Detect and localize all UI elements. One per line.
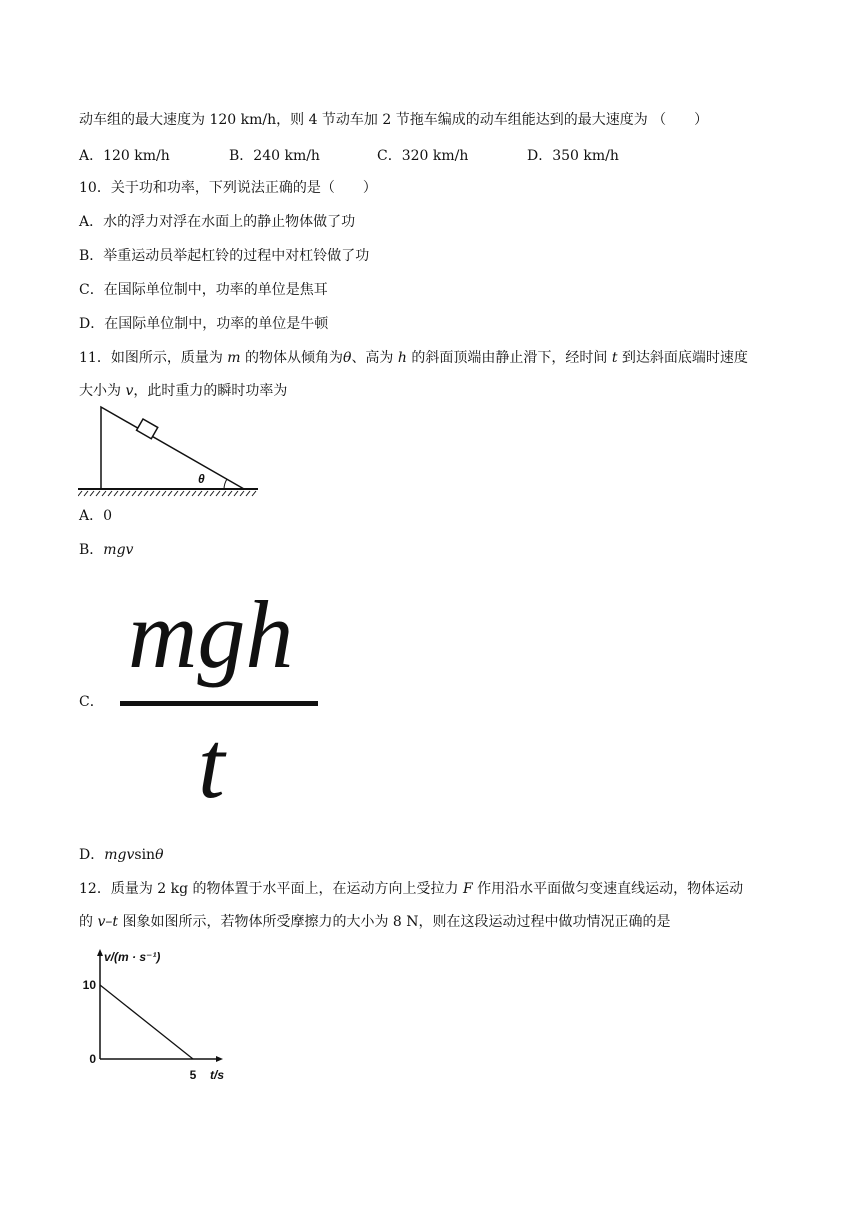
q9-option-c[interactable]: C．320 km/h xyxy=(377,148,469,164)
q11-option-c-fraction[interactable] xyxy=(118,580,318,820)
x-tick-label-5: 5 xyxy=(189,1068,197,1082)
q9-option-b[interactable]: B．240 km/h xyxy=(229,148,320,164)
q11-option-d[interactable]: D．mgvsinθ xyxy=(79,847,164,863)
x-axis-arrow xyxy=(216,1056,223,1062)
q11-option-b[interactable]: B．mgv xyxy=(79,542,134,558)
q10-option-d[interactable]: D．在国际单位制中，功率的单位是牛顿 xyxy=(79,316,329,332)
vt-series-line xyxy=(100,985,193,1059)
fraction-denominator: t xyxy=(198,711,225,818)
q10-option-b[interactable]: B．举重运动员举起杠铃的过程中对杠铃做了功 xyxy=(79,248,370,264)
incline-figure xyxy=(78,405,260,497)
q11-option-c-label[interactable]: C． xyxy=(79,694,104,710)
q9-options xyxy=(79,146,779,166)
fraction-numerator: mgh xyxy=(128,581,294,688)
q10-stem: 10．关于功和功率，下列说法正确的是（ ） xyxy=(79,180,377,196)
q11-stem-line1: 11．如图所示，质量为 m 的物体从倾角为θ、高为 h 的斜面顶端由静止滑下，经时间 t 到达斜面底端时速度 xyxy=(79,350,748,366)
y-tick-label-10: 10 xyxy=(82,978,96,992)
q10-option-a[interactable]: A．水的浮力对浮在水面上的静止物体做了功 xyxy=(79,214,356,230)
q9-option-a[interactable]: A．120 km/h xyxy=(79,148,170,164)
y-axis-arrow xyxy=(97,949,103,956)
q11-option-a[interactable]: A．0 xyxy=(79,508,113,524)
y-axis-label: v/(m · s⁻¹) xyxy=(104,950,161,964)
q9-option-d[interactable]: D．350 km/h xyxy=(527,148,619,164)
q10-option-c[interactable]: C．在国际单位制中，功率的单位是焦耳 xyxy=(79,282,328,298)
x-axis-label: t/s xyxy=(210,1068,225,1082)
q11-stem-line2: 大小为 v，此时重力的瞬时功率为 xyxy=(79,383,288,399)
q12-stem-line1: 12．质量为 2 kg 的物体置于水平面上，在运动方向上受拉力 F 作用沿水平面做匀变速直线运动，物体运动 xyxy=(79,881,744,897)
incline-theta-label: θ xyxy=(198,472,205,486)
fraction-bar xyxy=(120,701,318,706)
y-tick-label-0: 0 xyxy=(89,1052,96,1066)
vt-graph xyxy=(70,945,240,1085)
q9-stem-line: 动车组的最大速度为 120 km/h，则 4 节动车加 2 节拖车编成的动车组能达到的最大速度为 （ ） xyxy=(79,112,709,128)
q12-stem-line2: 的 v–t 图象如图所示，若物体所受摩擦力的大小为 8 N，则在这段运动过程中做功情况正确的是 xyxy=(79,914,671,930)
